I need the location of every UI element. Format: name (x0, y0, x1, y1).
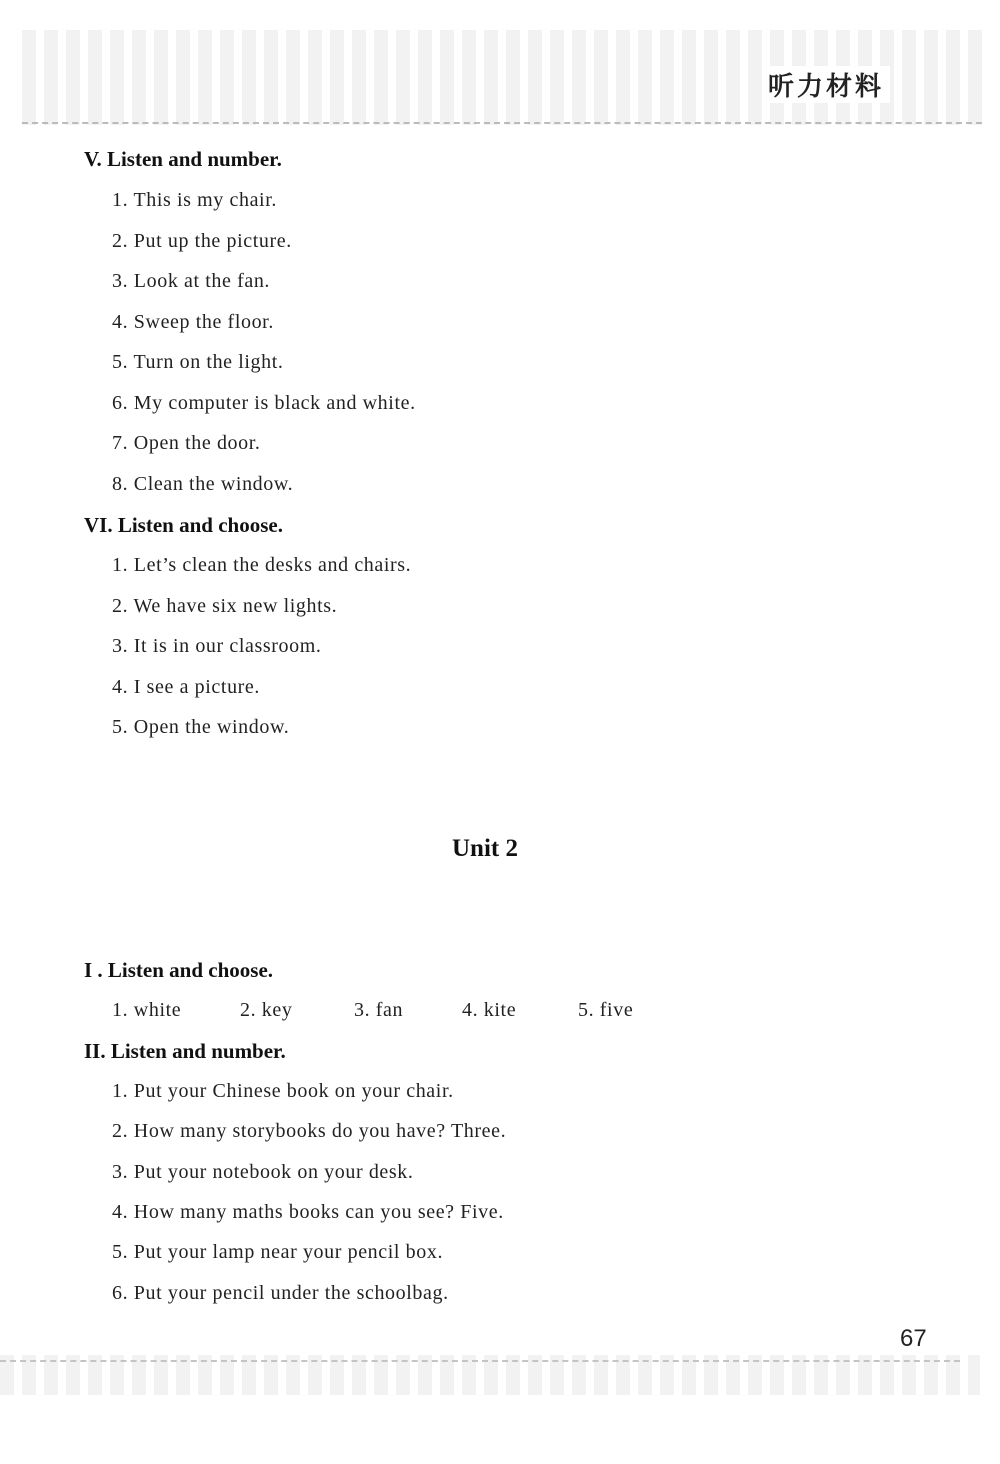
list-item: 2. How many storybooks do you have? Three. (112, 1120, 507, 1142)
list-item: 4. Sweep the floor. (112, 311, 274, 333)
choice-item: 2. key (240, 999, 293, 1021)
list-item: 5. Open the window. (112, 716, 290, 738)
list-item: 6. Put your pencil under the schoolbag. (112, 1282, 449, 1304)
choice-item: 4. kite (462, 999, 517, 1021)
list-item: 3. It is in our classroom. (112, 635, 322, 657)
choice-item: 5. five (578, 999, 634, 1021)
header-title: 听力材料 (762, 66, 890, 103)
list-item: 3. Look at the fan. (112, 270, 271, 292)
list-item: 5. Turn on the light. (112, 351, 284, 373)
list-item: 8. Clean the window. (112, 473, 294, 495)
header-divider (22, 122, 982, 124)
unit-title: Unit 2 (452, 835, 518, 862)
list-item: 3. Put your notebook on your desk. (112, 1161, 414, 1183)
footer-divider (0, 1360, 960, 1362)
section-heading-ii: II. Listen and number. (84, 1039, 286, 1063)
list-item: 1. This is my chair. (112, 189, 277, 211)
list-item: 6. My computer is black and white. (112, 392, 416, 414)
section-heading-v: V. Listen and number. (84, 147, 282, 171)
page-number: 67 (900, 1325, 927, 1352)
section-heading-vi: VI. Listen and choose. (84, 513, 283, 537)
section-heading-i: I . Listen and choose. (84, 958, 274, 982)
list-item: 1. Let’s clean the desks and chairs. (112, 554, 412, 576)
list-item: 4. I see a picture. (112, 676, 261, 698)
choice-item: 3. fan (354, 999, 404, 1021)
list-item: 2. We have six new lights. (112, 595, 338, 617)
list-item: 4. How many maths books can you see? Five. (112, 1201, 504, 1223)
list-item: 5. Put your lamp near your pencil box. (112, 1241, 444, 1263)
list-item: 1. Put your Chinese book on your chair. (112, 1080, 454, 1102)
list-item: 2. Put up the picture. (112, 230, 292, 252)
choice-item: 1. white (112, 999, 182, 1021)
list-item: 7. Open the door. (112, 432, 261, 454)
